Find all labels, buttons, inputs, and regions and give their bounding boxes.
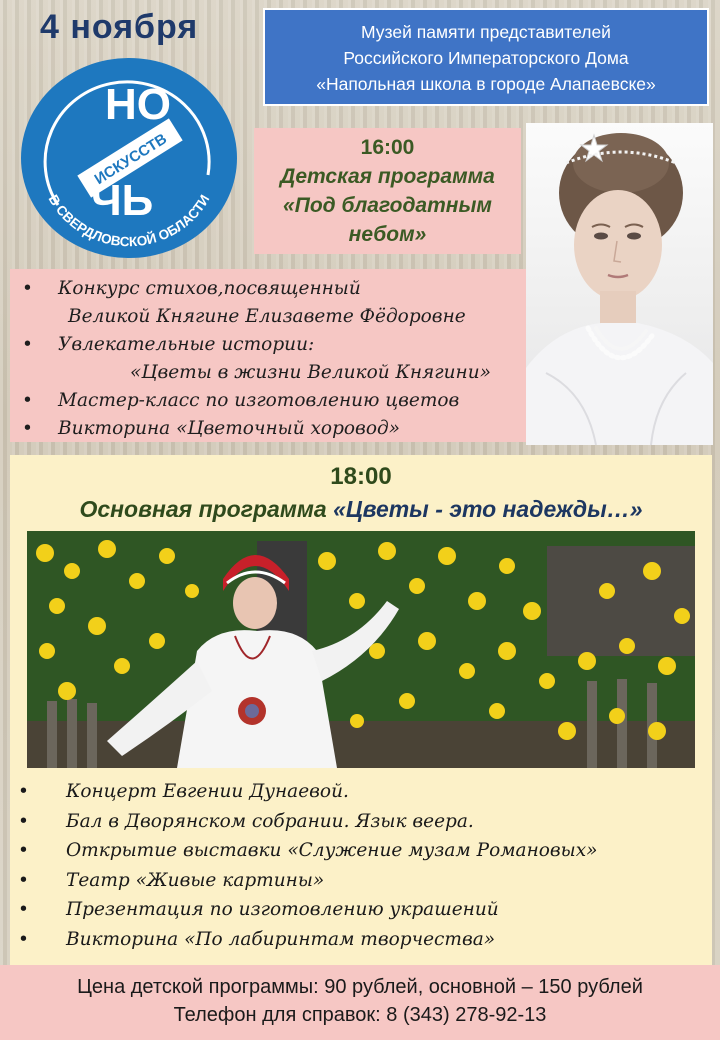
list-item: • Викторина «По лабиринтам творчества»: [18, 928, 496, 950]
list-item: • Викторина «Цветочный хоровод»: [22, 418, 400, 439]
list-item-continuation: Великой Княгине Елизавете Фёдоровне: [68, 306, 466, 327]
night-of-arts-logo: [18, 55, 240, 260]
list-item: • Мастер-класс по изготовлению цветов: [22, 390, 460, 411]
list-item: • Презентация по изготовлению украшений: [18, 899, 499, 920]
list-item: • Театр «Живые картины»: [18, 869, 325, 891]
main-title: Основная программа «Цветы - это надежды…»: [79, 496, 643, 522]
price-text: Цена детской программы: 90 рублей, основной – 150 рублей: [77, 976, 643, 998]
list-item: • Открытие выставки «Служение музам Романовых»: [18, 840, 598, 861]
event-date: 4 ноября: [40, 8, 199, 46]
phone-text: Телефон для справок: 8 (343) 278-92-13: [173, 1004, 547, 1026]
kids-time: 16:00: [360, 136, 415, 159]
kids-program-list: [10, 269, 526, 442]
museum-line-2: Российского Императорского Дома: [343, 48, 629, 68]
list-item-continuation: «Цветы в жизни Великой Княгини»: [130, 362, 491, 383]
footer-info: [0, 965, 720, 1040]
logo-word-mid: ИСКУССТВ: [91, 130, 170, 189]
main-program-list: [18, 777, 708, 954]
kids-title-line-2: «Под благодатным: [283, 194, 492, 217]
museum-line-3: «Напольная школа в городе Алапаевске»: [316, 74, 656, 94]
main-time: 18:00: [330, 463, 392, 490]
singer-photo: [27, 531, 695, 768]
logo-ring-text: В СВЕРДЛОВСКОЙ ОБЛАСТИ: [45, 192, 213, 250]
kids-program-header: [254, 128, 521, 254]
museum-name-box: [263, 8, 709, 106]
logo-word-top: НО: [105, 80, 171, 129]
list-item: • Концерт Евгении Дунаевой.: [18, 781, 349, 802]
portrait-photo: [526, 123, 713, 445]
list-item: • Увлекательные истории:: [22, 334, 315, 355]
list-item: • Конкурс стихов,посвященный: [22, 278, 361, 299]
kids-title-line-3: небом»: [348, 223, 427, 246]
museum-line-1: Музей памяти представителей: [361, 22, 611, 42]
kids-title-line-1: Детская программа: [280, 165, 495, 188]
list-item: • Бал в Дворянском собрании. Язык веера.: [18, 810, 474, 832]
logo-word-bottom: ЧЬ: [90, 176, 154, 225]
